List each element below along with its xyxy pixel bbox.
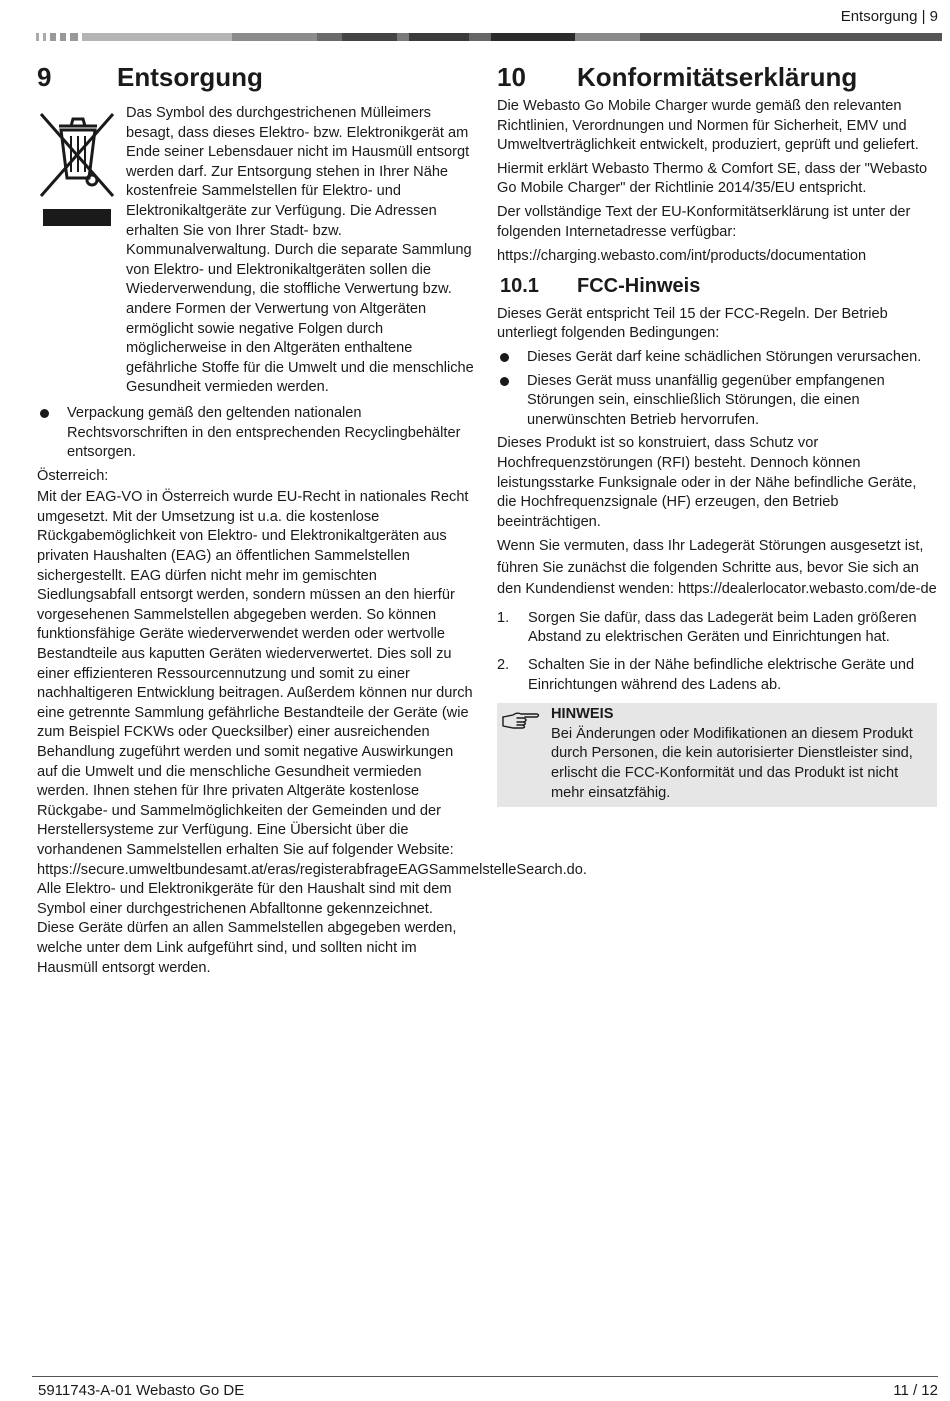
weee-symbol-block (37, 104, 474, 398)
step-text: Sorgen Sie dafür, dass das Ladegerät beim Laden größeren Abstand zu elektrischen Geräten und Einrichtungen hat. (528, 609, 917, 646)
step-number: 2. (497, 656, 510, 673)
fcc-suspect-text: Wenn Sie vermuten, dass Ihr Ladegerät Störungen ausgesetzt ist, führen Sie zunächst die folgenden Schritte aus, bevor Sie sich an den Kundendienst wenden: https://dealerlocator.webasto.com/de-de (497, 538, 937, 598)
fcc-condition-text: Dieses Gerät darf keine schädlichen Störungen verursachen. (527, 348, 922, 365)
section-9-heading (37, 60, 474, 94)
weee-symbol-text: Das Symbol des durchgestrichenen Mülleimers besagt, dass dieses Elektro- bzw. Elektronikgerät am Ende seiner Lebensdauer nicht im Hausmüll entsorgt werden darf. Zur Entsorgung stehen in Ihrer Nähe kostenfreie Sammelstellen für Elektro- und Elektronikaltgeräte zur Verfügung. Die Adressen erhalten Sie von Ihrer Stadt- bzw. Kommunalverwaltung. Durch die separate Sammlung von Elektro- und Elektronikaltgeräten sollen die Wiederverwendung, die stoffliche Verwertung bzw. andere Formen der Verwertung von Altgeräten ermöglicht sowie negative Folgen durch möglicherweise in den Altgeräten enthaltene gefährliche Stoffe für die Umwelt und die menschliche Gesundheit vermieden werden. (126, 105, 474, 396)
section-10-heading (497, 60, 937, 94)
page-number: 11 / 12 (893, 1382, 938, 1399)
list-item (497, 348, 937, 368)
document-id: 5911743-A-01 Webasto Go DE (38, 1382, 245, 1399)
austria-label: Österreich: (37, 467, 109, 484)
notice-text: Bei Änderungen oder Modifikationen an diesem Produkt durch Personen, die kein autorisierter Dienstleister sind, erlischt die FCC-Konformität und das Produkt ist nicht mehr einsatzfähig. (551, 725, 913, 801)
documentation-url[interactable]: https://charging.webasto.com/int/products/documentation (497, 248, 867, 265)
section-number: 10 (497, 62, 526, 92)
decorative-header-bar (36, 33, 942, 41)
step-number: 1. (497, 609, 510, 626)
crossed-out-bin-icon (37, 106, 117, 232)
fcc-condition-text: Dieses Gerät muss unanfällig gegenüber empfangenen Störungen sein, einschließlich Störungen, die einen unerwünschten Betrieb hervorrufen. (527, 372, 885, 428)
conformity-paragraph-1: Die Webasto Go Mobile Charger wurde gemäß den relevanten Richtlinien, Verordnungen und Normen für Sicherheit, EMV und Umweltverträglichkeit entwickelt, produziert, geprüft und geliefert. (497, 98, 919, 154)
section-title: FCC-Hinweis (577, 274, 701, 297)
list-item (497, 609, 937, 648)
list-item (497, 656, 937, 695)
notice-box (497, 703, 937, 807)
fcc-protection-text: Dieses Produkt ist so konstruiert, dass Schutz vor Hochfrequenzstörungen (RFI) besteht. Dennoch können leistungsstarke Funksignale oder in der Nähe befindliche Geräte, die Hochfrequenzsignale (HF) erzeugen, den Betrieb beeinträchtigen. (497, 435, 917, 530)
austria-text: Mit der EAG-VO in Österreich wurde EU-Recht in nationales Recht umgesetzt. Mit der Umsetzung ist u.a. die kostenlose Rückgabemöglichkeit von Elektro- und Elektronikaltgeräten aus privaten Haushalten (EAG) an öffentlichen Sammelstellen sichergestellt. EAG dürfen nicht mehr im gemischten Siedlungsabfall entsorgt werden, sondern müssen an den hierfür vorgesehenen Sammelstellen abgegeben werden. So können funktionsfähige Geräte wiederverwendet werden oder wertvolle Bestandteile aus kaputten Geräten wiederverwertet. Dies soll zu einer effizienteren Ressourcennutzung und somit zu einer nachhaltigeren Entwicklung beitragen. Außerdem können nur durch eine getrennte Sammlung gefährliche Bestandteile der Geräte (wie zum Beispiel FCKWs oder Quecksilber) einer ausreichenden Behandlung zugeführt werden und somit negative Auswirkungen auf die Umwelt und die menschliche Gesundheit vermieden werden. Ihnen stehen für Ihre privaten Altgeräte kostenlose Rückgabe- und Sammelmöglichkeiten der Gemeinden und der Herstellersysteme zur Verfügung. Eine Übersicht über die vorhandenen Sammelstellen erhalten Sie auf folgender Website: https://secure.umweltbundesamt.at/eras/registerabfrageEAGSammelstelleSearch.do. Alle Elektro- und Elektronikgeräte für den Haushalt sind mit dem Symbol einer durchgestrichenen Abfalltonne gekennzeichnet. Diese Geräte dürfen an allen Sammelstellen abgegeben werden, welche unter dem Link aufgeführt sind, und sollten nicht im Hausmüll entsorgt werden. (37, 489, 587, 976)
fcc-steps-list (497, 609, 937, 695)
notice-title: HINWEIS (551, 706, 614, 723)
conformity-paragraph-3: Der vollständige Text der EU-Konformitätserklärung ist unter der folgenden Internetadresse verfügbar: (497, 203, 911, 240)
section-number: 9 (37, 62, 52, 92)
section-number: 10.1 (500, 274, 539, 297)
fcc-conditions-list (497, 348, 937, 430)
running-head: Entsorgung | 9 (840, 8, 938, 25)
bullet-icon (500, 353, 509, 362)
packaging-list (37, 404, 474, 463)
fcc-intro: Dieses Gerät entspricht Teil 15 der FCC-Regeln. Der Betrieb unterliegt folgenden Bedingungen: (497, 305, 888, 342)
list-item (37, 404, 474, 463)
step-text: Schalten Sie in der Nähe befindliche elektrische Geräte und Einrichtungen während des Ladens ab. (528, 656, 915, 693)
section-10-1-heading (497, 273, 937, 299)
packaging-bullet-text: Verpackung gemäß den geltenden nationalen Rechtsvorschriften in den entsprechenden Recyclingbehälter entsorgen. (67, 404, 461, 461)
pointing-hand-icon (501, 709, 541, 731)
right-column (497, 60, 937, 807)
bullet-icon (500, 377, 509, 386)
bullet-icon (40, 409, 49, 418)
conformity-paragraph-2: Hiermit erklärt Webasto Thermo & Comfort SE, dass der "Webasto Go Mobile Charger" der Richtlinie 2014/35/EU entspricht. (497, 160, 928, 197)
list-item (497, 372, 937, 431)
section-title: Entsorgung (117, 62, 263, 92)
section-title: Konformitätserklärung (577, 62, 858, 92)
